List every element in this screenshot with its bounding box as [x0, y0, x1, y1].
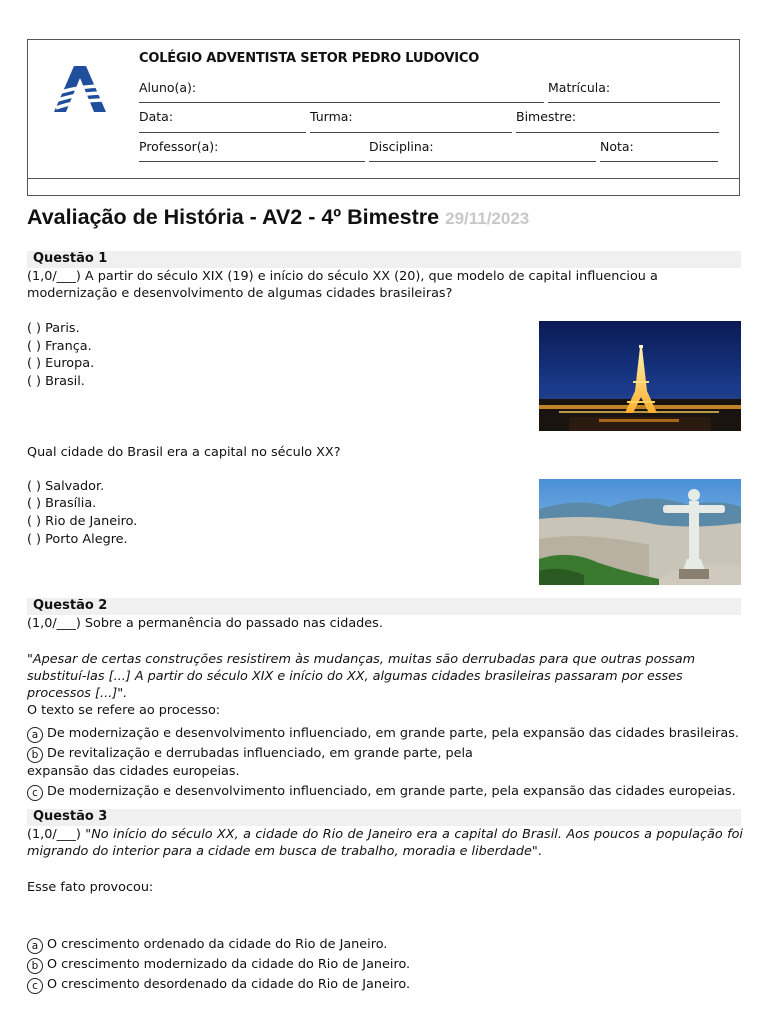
question-3-prompt — [27, 826, 743, 860]
q1-option-porto-alegre[interactable]: ( ) Porto Alegre. — [27, 532, 128, 547]
aluno-label: Aluno(a): — [139, 80, 197, 95]
matricula-label: Matrícula: — [548, 80, 611, 95]
q1-option-rio[interactable]: ( ) Rio de Janeiro. — [27, 514, 138, 529]
question-1-prompt-2: Qual cidade do Brasil era a capital no século XX? — [27, 445, 341, 460]
q1-option-europa[interactable]: ( ) Europa. — [27, 356, 95, 371]
q3-option-c-text: O crescimento desordenado da cidade do Rio de Janeiro. — [47, 977, 411, 992]
question-1-prompt: (1,0/___) A partir do século XIX (19) e início do século XX (20), que modelo de capital influenciou a modernização e desenvolvimento de algumas cidades brasileiras? — [27, 269, 658, 301]
q3-option-b[interactable] — [27, 956, 410, 974]
q3-option-b-text: O crescimento modernizado da cidade do Rio de Janeiro. — [47, 957, 411, 972]
q3-option-a-text: O crescimento ordenado da cidade do Rio de Janeiro. — [47, 937, 388, 952]
q3-option-c[interactable] — [27, 976, 410, 994]
q1-option-paris[interactable]: ( ) Paris. — [27, 321, 80, 336]
question-1-title: Questão 1 — [33, 251, 108, 266]
question-3-lead: Esse fato provocou: — [27, 880, 154, 895]
professor-label: Professor(a): — [139, 139, 219, 154]
turma-field[interactable] — [310, 132, 512, 133]
q3-suffix: ". — [531, 844, 542, 859]
title-main: Avaliação de História - AV2 - 4º Bimestre — [27, 205, 440, 229]
q2-option-a[interactable] — [27, 725, 739, 743]
q1-option-franca[interactable]: ( ) França. — [27, 339, 92, 354]
school-name: COLÉGIO ADVENTISTA SETOR PEDRO LUDOVICO — [139, 51, 480, 66]
option-c-circle: c — [27, 978, 43, 994]
eiffel-tower-image — [539, 321, 741, 431]
option-b-circle: b — [27, 747, 43, 763]
question-2-lead: O texto se refere ao processo: — [27, 703, 221, 718]
q1-option-brasil[interactable]: ( ) Brasil. — [27, 374, 85, 389]
q2-option-c[interactable] — [27, 783, 736, 801]
q2-option-b-text: De revitalização e derrubadas influenciado, em grande parte, pela — [47, 746, 473, 761]
q2-option-c-text: De modernização e desenvolvimento influenciado, em grande parte, pela expansão das cidades europeias. — [47, 784, 736, 799]
disciplina-label: Disciplina: — [369, 139, 434, 154]
bimestre-label: Bimestre: — [516, 109, 577, 124]
option-a-circle: a — [27, 727, 43, 743]
data-field[interactable] — [139, 132, 306, 133]
header-divider — [27, 178, 740, 179]
question-2-bar — [27, 598, 741, 615]
option-c-circle: c — [27, 785, 43, 801]
q1-option-salvador[interactable]: ( ) Salvador. — [27, 479, 105, 494]
option-b-circle: b — [27, 958, 43, 974]
rio-de-janeiro-image — [539, 479, 741, 585]
question-3-bar — [27, 809, 741, 826]
q3-quote: No início do século XX, a cidade do Rio de Janeiro era a capital do Brasil. Aos poucos a população foi migrando do interior para a cidade em busca de trabalho, moradia e liberdade — [27, 827, 743, 859]
question-2-prompt: (1,0/___) Sobre a permanência do passado nas cidades. — [27, 616, 383, 631]
option-a-circle: a — [27, 938, 43, 954]
q2-option-b[interactable] — [27, 745, 473, 763]
turma-label: Turma: — [310, 109, 353, 124]
data-label: Data: — [139, 109, 174, 124]
disciplina-field[interactable] — [369, 161, 596, 162]
question-2-quote: "Apesar de certas construções resistirem às mudanças, muitas são derrubadas para que outras possam substituí-las [...] A partir do século XIX e início do XX, algumas cidades brasileiras passaram por esses processos [...]". — [27, 652, 696, 701]
title-date: 29/11/2023 — [445, 209, 530, 228]
question-1-bar — [27, 251, 741, 268]
q2-option-b-continuation: expansão das cidades europeias. — [27, 764, 240, 779]
school-logo-icon — [52, 64, 108, 114]
bimestre-field[interactable] — [516, 132, 719, 133]
q3-prefix: (1,0/___) " — [27, 827, 92, 842]
q3-option-a[interactable] — [27, 936, 387, 954]
page-title — [27, 205, 529, 230]
nota-field[interactable] — [600, 161, 718, 162]
matricula-field[interactable] — [548, 102, 720, 103]
question-3-title: Questão 3 — [33, 809, 108, 824]
q2-option-a-text: De modernização e desenvolvimento influenciado, em grande parte, pela expansão das cidades brasileiras. — [47, 726, 739, 741]
aluno-field[interactable] — [139, 102, 544, 103]
nota-label: Nota: — [600, 139, 634, 154]
question-2-title: Questão 2 — [33, 598, 108, 613]
professor-field[interactable] — [139, 161, 365, 162]
q1-option-brasilia[interactable]: ( ) Brasília. — [27, 496, 97, 511]
